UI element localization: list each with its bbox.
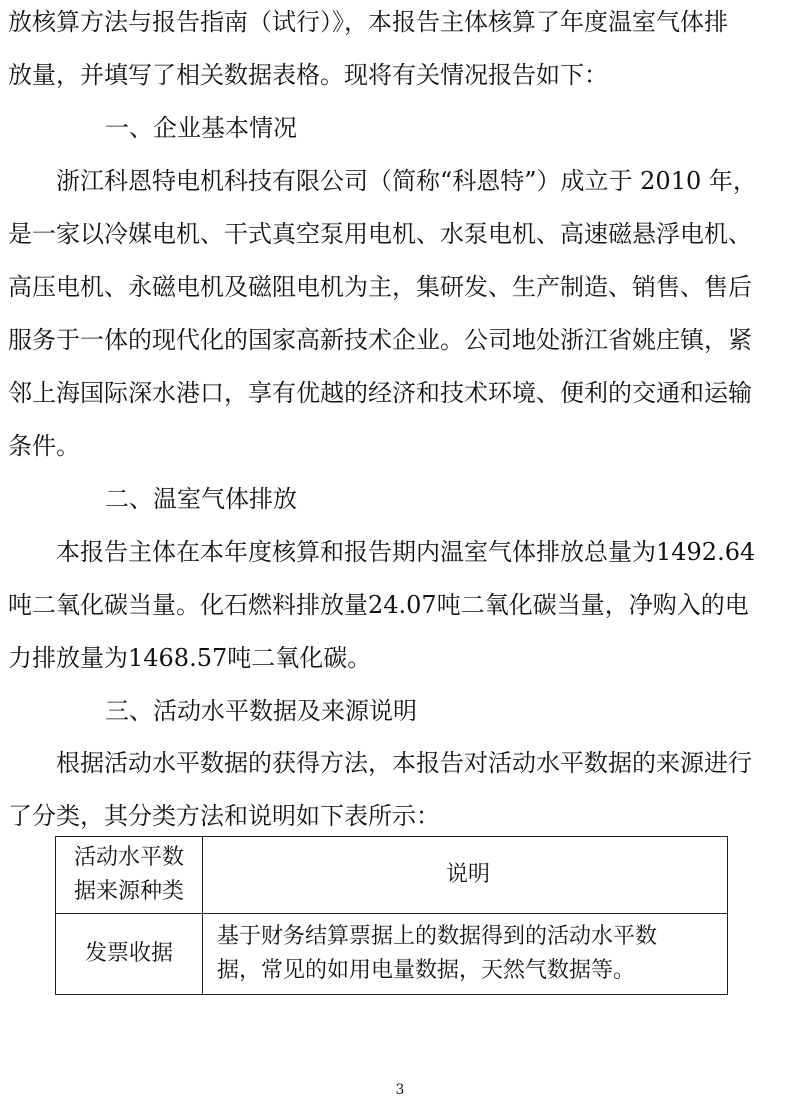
table-cell-desc-line-1: 基于财务结算票据上的数据得到的活动水平数 xyxy=(217,924,658,949)
section-heading-2: 二、温室气体排放 xyxy=(105,485,297,513)
section1-line-1: 浙江科恩特电机科技有限公司（简称“科恩特”）成立于 2010 年， xyxy=(56,167,757,195)
table-header-desc: 说明 xyxy=(203,837,728,914)
section2-line-1: 本报告主体在本年度核算和报告期内温室气体排放总量为1492.64 xyxy=(56,538,756,566)
table-header-type xyxy=(56,837,203,914)
section3-line-2: 了分类，其分类方法和说明如下表所示： xyxy=(8,802,440,830)
section1-line-5: 邻上海国际深水港口，享有优越的经济和技术环境、便利的交通和运输 xyxy=(8,379,752,407)
intro-line-3: 放量，并填写了相关数据表格。现将有关情况报告如下： xyxy=(8,61,608,89)
section3-line-1: 根据活动水平数据的获得方法，本报告对活动水平数据的来源进行 xyxy=(56,749,752,777)
table-row xyxy=(56,914,728,995)
section1-line-4: 服务于一体的现代化的国家高新技术企业。公司地处浙江省姚庄镇，紧 xyxy=(8,326,752,354)
table-cell-desc xyxy=(203,914,728,995)
section1-line-6: 条件。 xyxy=(8,432,80,460)
section1-line-2: 是一家以冷媒电机、干式真空泵用电机、水泵电机、高速磁悬浮电机、 xyxy=(8,220,752,248)
section2-line-3: 力排放量为1468.57吨二氧化碳。 xyxy=(8,644,372,672)
activity-data-source-table xyxy=(55,836,728,995)
table-cell-desc-line-2: 据，常见的如用电量数据，天然气数据等。 xyxy=(217,958,636,983)
section1-line-3: 高压电机、永磁电机及磁阻电机为主，集研发、生产制造、销售、售后 xyxy=(8,273,752,301)
section-heading-1: 一、企业基本情况 xyxy=(105,114,297,142)
intro-line-2: 放核算方法与报告指南（试行）》，本报告主体核算了年度温室气体排 xyxy=(8,8,728,36)
section2-line-2: 吨二氧化碳当量。化石燃料排放量24.07吨二氧化碳当量，净购入的电 xyxy=(8,591,749,619)
table-header-row xyxy=(56,837,728,914)
section-heading-3: 三、活动水平数据及来源说明 xyxy=(105,697,417,725)
table-cell-type: 发票收据 xyxy=(56,914,203,995)
page-number: 3 xyxy=(395,1082,405,1098)
table-header-type-line-2: 据来源种类 xyxy=(73,879,184,904)
table-header-type-line-1: 活动水平数 xyxy=(73,845,184,870)
